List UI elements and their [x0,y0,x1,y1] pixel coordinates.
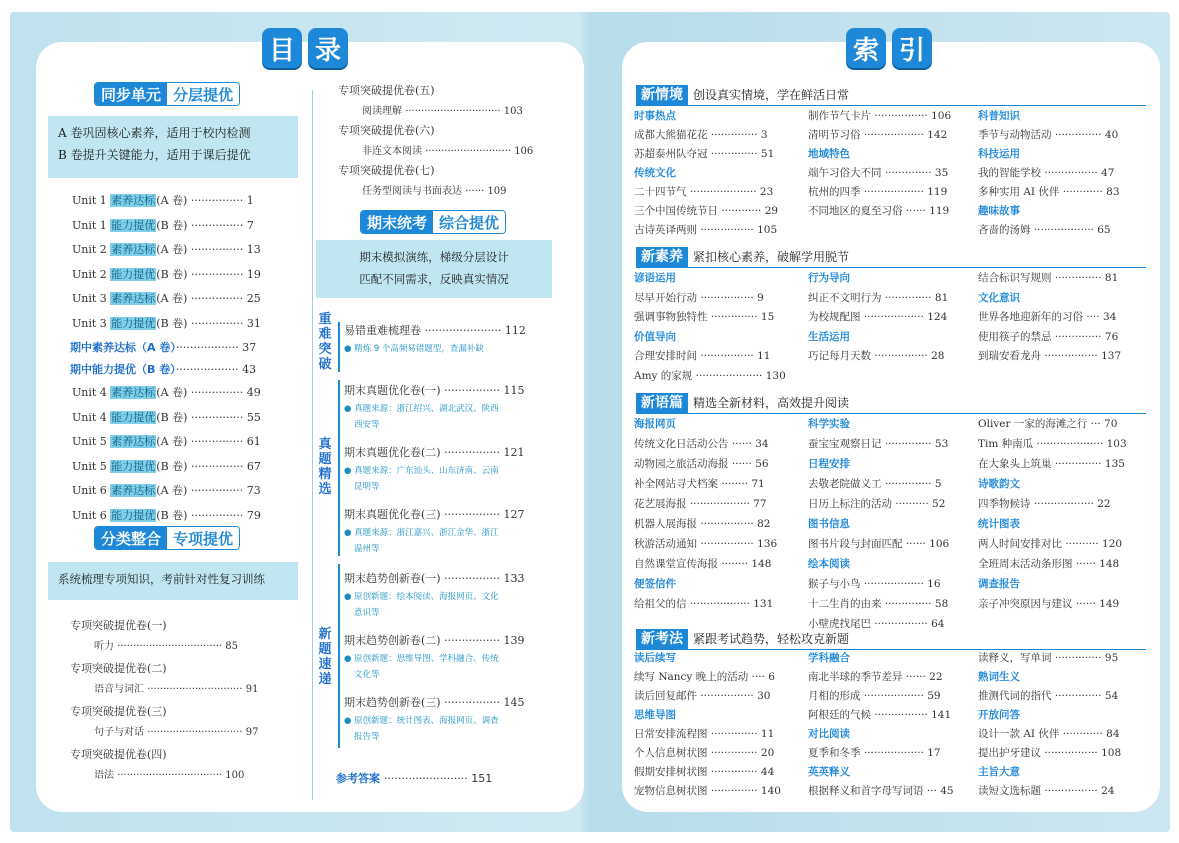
index-entry[interactable]: 图书片段与封面匹配 ······ 106 [808,538,950,550]
toc-entry[interactable] [72,433,261,449]
entry-note: 西安等 [354,420,380,430]
index-entry[interactable]: 四季物候诗 ·················· 22 [978,498,1111,510]
entry-page: ················ 145 [444,696,525,709]
entry-page: ··························· 106 [425,146,534,157]
index-entry[interactable]: 二十四节气 ···················· 23 [634,186,774,198]
entry-note: ● 原创新题：统计图表、海报网页、调查 [344,716,499,726]
section-tag: 新考法 [636,629,688,649]
entry-page: ······························ 97 [147,727,259,738]
index-entry[interactable]: 使用筷子的禁忌 ·············· 76 [978,330,1119,343]
toc-entry[interactable] [70,339,256,355]
index-category: 对比阅读 [808,728,850,740]
index-entry[interactable]: 机器人展海报 ················ 82 [634,518,771,530]
heading-char: 索 [846,28,886,68]
answers-label: 参考答案 [336,772,380,785]
toc-entry[interactable] [72,266,261,282]
unit-label: Unit 3 [72,292,107,305]
entry-page: (A 卷) ··············· 61 [156,435,261,448]
index-category: 文化意识 [978,291,1020,304]
note-line: 匹配不同需求，反映真实情况 [359,272,509,286]
index-entry[interactable]: 提出护牙建议 ················ 108 [978,747,1122,759]
level-badge: 能力提优 [111,459,156,473]
toc-subentry[interactable] [94,680,258,695]
unit-label: Unit 4 [72,410,107,424]
index-category: 诗歌韵文 [978,478,1020,490]
toc-entry[interactable]: 专项突破提优卷(七) [338,164,435,177]
entry-page: ················ 139 [444,634,525,647]
index-entry[interactable]: 读释义，写单词 ·············· 95 [978,652,1119,664]
entry-page: ················ 127 [444,508,525,521]
entry-page: ················ 115 [444,384,525,397]
level-badge: 能力提优 [111,267,156,281]
class-title-b: 专项提优 [167,527,239,549]
entry-page: (B 卷) ··············· 7 [156,218,254,232]
toc-entry[interactable] [72,290,261,306]
index-category: 开放问答 [978,709,1020,721]
index-entry[interactable]: 假期安排树状图 ·············· 44 [634,766,775,778]
unit-label: Unit 3 [72,316,107,330]
entry-title: 语音与词汇 [94,684,144,695]
level-badge: 能力提优 [111,316,156,330]
note-line: B 卷提升关键能力，适用于课后提优 [58,148,251,162]
entry-page: (B 卷) ··············· 55 [156,410,261,424]
toc-entry[interactable] [344,506,525,522]
index-entry[interactable]: 南北半球的季节差异 ······ 22 [808,671,943,683]
index-entry[interactable]: 十二生肖的由来 ·············· 58 [808,598,949,610]
index-entry[interactable]: 花艺展海报 ·················· 77 [634,498,767,510]
bracket [338,564,340,748]
level-badge: 素养达标 [111,194,156,207]
index-entry[interactable]: 在大象头上筑巢 ·············· 135 [978,458,1125,470]
section-tag: 新语篇 [636,393,688,413]
index-entry[interactable]: 两人时间安排对比 ·········· 120 [978,538,1123,550]
toc-entry[interactable] [72,217,254,233]
index-entry[interactable]: 给祖父的信 ·················· 131 [634,598,774,610]
level-badge: 素养达标 [111,243,156,256]
entry-title: 期末真题优化卷(二) [344,446,441,459]
entry-page: (B 卷) ··············· 19 [156,267,261,281]
index-heading [846,28,932,68]
toc-entry[interactable]: 专项突破提优卷(一) [70,619,167,632]
side-label-trend: 新题速递 [318,627,332,687]
index-entry[interactable]: 夏季和冬季 ·················· 17 [808,747,941,759]
answers-entry[interactable] [336,770,492,786]
bracket [338,322,340,372]
index-entry[interactable]: 巧记每月天数 ················ 28 [808,350,945,362]
entry-title: 期中能力提优（B 卷） [70,363,176,376]
index-category: 便签信件 [634,578,676,590]
index-category: 思维导图 [634,709,676,721]
index-entry[interactable]: 阿根廷的气候 ················ 141 [808,709,952,721]
unit-label: Unit 5 [72,435,107,448]
toc-subentry[interactable] [94,723,258,738]
unit-label: Unit 6 [72,484,107,497]
entry-title: 期中素养达标（A 卷） [70,341,176,354]
entry-title: 任务型阅读与书面表达 [362,186,462,197]
toc-entry[interactable] [72,241,261,257]
entry-title: 听力 [94,641,114,652]
toc-entry[interactable] [72,458,261,474]
heading-char: 引 [892,28,932,68]
contents-heading [262,28,348,68]
side-label-real: 真题精选 [318,437,332,497]
index-entry[interactable]: 补全网站寻犬档案 ········ 71 [634,478,765,490]
index-entry[interactable]: 日常安排流程图 ·············· 11 [634,728,775,740]
entry-page: ······ 109 [465,186,507,197]
note-line: 系统梳理专项知识，考前针对性复习训练 [58,572,265,586]
index-entry[interactable]: 尽早开始行动 ················ 9 [634,291,764,304]
entry-title: 易错重难梳理卷 [344,324,421,337]
note-line: A 卷巩固核心素养，适用于校内检测 [58,126,251,140]
index-entry[interactable]: 月相的形成 ·················· 59 [808,690,941,702]
index-category: 海报网页 [634,418,676,430]
entry-note: 文化等 [354,670,380,680]
entry-note: 报告等 [354,732,380,742]
index-category: 传统文化 [634,167,676,179]
index-category: 行为导向 [808,272,850,284]
unit-label: Unit 2 [72,243,107,256]
toc-entry[interactable]: 专项突破提优卷(四) [70,748,167,761]
entry-title: 语法 [94,770,114,781]
section-desc: 精选全新材料，高效提升阅读 [693,396,850,410]
index-entry[interactable]: 合理安排时间 ················ 11 [634,350,771,362]
index-entry[interactable]: 传统文化日活动公告 ······ 34 [634,438,769,450]
unit-label: Unit 4 [72,386,107,399]
toc-entry[interactable] [72,192,254,208]
sync-note [48,116,298,178]
level-badge: 素养达标 [111,386,156,399]
entry-page: (A 卷) ··············· 25 [156,292,261,305]
book-spread [10,12,1170,832]
index-entry[interactable]: 多种实用 AI 伙伴 ············ 83 [978,186,1120,198]
toc-entry[interactable] [72,507,261,523]
index-category: 统计图表 [978,518,1020,530]
index-category: 读后续写 [634,652,676,664]
entry-note: ● 真题来源：浙江嘉兴、浙江金华、浙江 [344,528,499,538]
index-category: 生活运用 [808,330,850,343]
index-entry[interactable]: 古诗英译两则 ················ 105 [634,224,778,236]
entry-page: ······················ 112 [424,324,526,337]
index-entry[interactable]: 动物园之旅活动海报 ······ 56 [634,458,769,470]
index-category: 价值导向 [634,330,676,343]
section-desc: 紧跟考试趋势，轻松攻克新题 [693,632,850,646]
index-category: 调查报告 [978,578,1020,590]
level-badge: 素养达标 [111,292,156,305]
entry-page: ······························ 91 [147,684,259,695]
entry-title: 期末真题优化卷(一) [344,384,441,397]
entry-page: ································· 85 [117,641,238,652]
index-entry[interactable]: 猴子与小鸟 ·················· 16 [808,578,941,590]
index-entry[interactable]: 吝啬的汤姆 ·················· 65 [978,224,1111,236]
toc-entry[interactable]: 专项突破提优卷(五) [338,84,435,97]
toc-subentry[interactable] [362,142,533,157]
index-entry[interactable]: 根据释义和首字母写词语 ··· 45 [808,785,954,797]
section-desc: 创设真实情境，学在鲜活日常 [693,88,850,102]
entry-title: 期末趋势创新卷(三) [344,696,441,709]
index-category: 熟词生义 [978,671,1020,683]
note-line: 期末模拟演练，梯级分层设计 [359,250,509,264]
index-entry[interactable]: 我的智能学校 ················ 47 [978,167,1115,179]
unit-label: Unit 1 [72,218,107,232]
entry-page: ································· 100 [117,770,245,781]
index-category: 谚语运用 [634,272,676,284]
toc-entry[interactable] [344,444,525,460]
index-entry[interactable]: 到瑞安看龙舟 ················ 137 [978,350,1122,362]
index-category: 科普知识 [978,110,1020,122]
entry-title: 期末真题优化卷(三) [344,508,441,521]
entry-page: (A 卷) ··············· 13 [156,243,261,256]
entry-page: (A 卷) ··············· 1 [156,194,254,207]
column-divider [312,90,313,800]
entry-note: ● 精炼 9 个高频易错题型，查漏补缺 [344,344,484,354]
index-entry[interactable]: 苏超泰州队夺冠 ·············· 51 [634,148,775,160]
bracket [338,380,340,556]
level-badge: 素养达标 [111,484,156,497]
entry-page: (B 卷) ··············· 79 [156,508,261,522]
index-category: 日程安排 [808,458,850,470]
entry-page: (A 卷) ··············· 73 [156,484,261,497]
entry-title: 句子与对话 [94,727,144,738]
toc-entry[interactable] [72,409,261,425]
section-tag: 新素养 [636,247,688,267]
level-badge: 能力提优 [111,218,156,232]
index-category: 学科融合 [808,652,850,664]
sync-section-title [94,82,240,106]
index-category: 趣味故事 [978,205,1020,217]
entry-title: 期末趋势创新卷(二) [344,634,441,647]
heading-char: 录 [308,28,348,68]
index-entry[interactable]: 不同地区的夏至习俗 ······ 119 [808,205,950,217]
class-title-a: 分类整合 [95,527,167,549]
entry-note: ● 真题来源：广东汕头、山东济南、云南 [344,466,499,476]
entry-title: 阅读理解 [362,106,402,117]
final-section-title [360,210,506,234]
index-entry[interactable]: 续写 Nancy 晚上的活动 ···· 6 [634,671,775,683]
index-entry[interactable]: 读短文选标题 ················ 24 [978,785,1115,797]
index-entry[interactable]: 读后回复邮件 ················ 30 [634,690,771,702]
index-entry[interactable]: 强调事物独特性 ·············· 15 [634,311,775,323]
answers-page: ························ 151 [383,772,493,785]
index-entry[interactable]: 宠物信息树状图 ·············· 140 [634,785,781,797]
index-entry[interactable]: 日历上标注的活动 ·········· 52 [808,498,946,510]
index-entry[interactable]: 成都大熊猫花花 ·············· 3 [634,129,768,141]
entry-page: ······························ 103 [405,106,523,117]
entry-page: ················ 133 [444,572,525,585]
toc-entry[interactable] [344,694,525,710]
level-badge: 能力提优 [111,508,156,522]
section-desc: 紧扣核心素养，破解学用脱节 [693,250,850,264]
entry-note: ● 真题来源：浙江绍兴、湖北武汉、陕西 [344,404,499,414]
index-entry[interactable]: 季节与动物活动 ·············· 40 [978,129,1119,141]
entry-note: 温州等 [354,544,380,554]
index-entry[interactable]: 个人信息树状图 ·············· 20 [634,747,775,759]
final-title-a: 期末统考 [361,211,433,233]
index-entry[interactable]: 端午习俗大不同 ·············· 35 [808,167,949,179]
index-entry[interactable]: Amy 的家规 ···················· 130 [634,369,786,382]
index-entry[interactable]: 推测代词的指代 ·············· 54 [978,690,1119,702]
heading-char: 目 [262,28,302,68]
index-section-bar [636,628,1146,650]
toc-entry[interactable] [344,322,526,338]
entry-note: 意识等 [354,608,380,618]
entry-title: 期末趋势创新卷(一) [344,572,441,585]
index-entry[interactable]: 结合标识写规则 ·············· 81 [978,272,1119,284]
unit-label: Unit 2 [72,267,107,281]
entry-page: (B 卷) ··············· 67 [156,459,261,473]
toc-entry[interactable]: 专项突破提优卷(二) [70,662,167,675]
entry-page: ·················· 37 [175,341,257,354]
entry-note: ● 原创新题：思维导图、学科融合、传统 [344,654,499,664]
toc-subentry[interactable] [362,182,507,197]
index-category: 主旨大意 [978,766,1020,778]
entry-page: (B 卷) ··············· 31 [156,316,261,330]
toc-entry[interactable] [72,384,261,400]
toc-entry[interactable] [344,632,525,648]
unit-label: Unit 5 [72,459,107,473]
final-note [316,240,552,298]
index-entry[interactable]: 世界各地迎新年的习俗 ···· 34 [978,311,1117,323]
sync-title-a: 同步单元 [95,83,167,105]
toc-entry[interactable] [344,382,525,398]
index-entry[interactable]: 秋游活动通知 ················ 136 [634,538,778,550]
index-entry[interactable]: 纠正不文明行为 ·············· 81 [808,291,949,304]
entry-page: ·················· 43 [175,363,257,376]
sync-title-b: 分层提优 [167,83,239,105]
index-category: 科技运用 [978,148,1020,160]
class-note [48,562,298,600]
index-entry[interactable]: 小壁虎找尾巴 ················ 64 [808,618,945,630]
entry-note: 昆明等 [354,482,380,492]
toc-entry[interactable] [70,361,256,377]
toc-entry[interactable] [72,482,261,498]
index-category: 英英释义 [808,766,850,778]
index-entry[interactable]: 去敬老院做义工 ·············· 5 [808,478,942,490]
index-category: 地域特色 [808,148,850,160]
index-section-bar [636,392,1146,414]
section-tag: 新情境 [636,85,688,105]
index-entry[interactable]: 为校规配图 ·················· 124 [808,311,948,323]
toc-subentry[interactable] [94,766,244,781]
entry-page: ················ 121 [444,446,525,459]
index-entry[interactable]: Tim 种南瓜 ···················· 103 [978,438,1127,450]
index-entry[interactable]: 设计一款 AI 伙伴 ············ 84 [978,728,1120,740]
index-entry[interactable]: 自然课堂宣传海报 ········ 148 [634,558,772,570]
index-entry[interactable]: 清明节习俗 ·················· 142 [808,129,948,141]
toc-entry[interactable] [72,315,261,331]
level-badge: 素养达标 [111,435,156,448]
index-entry[interactable]: 三个中国传统节日 ············ 29 [634,205,779,217]
unit-label: Unit 1 [72,194,107,207]
class-section-title [94,526,240,550]
unit-label: Unit 6 [72,508,107,522]
toc-entry[interactable]: 专项突破提优卷(六) [338,124,435,137]
index-page [622,35,1160,812]
toc-entry[interactable]: 专项突破提优卷(三) [70,705,167,718]
index-category: 图书信息 [808,518,850,530]
toc-subentry[interactable] [362,102,523,117]
entry-title: 非连文本阅读 [362,146,422,157]
index-category: 时事热点 [634,110,676,122]
index-entry[interactable]: 制作节气卡片 ················ 106 [808,110,952,122]
index-entry[interactable]: Oliver 一家的海滩之行 ··· 70 [978,418,1118,430]
index-section-bar [636,84,1146,106]
entry-note: ● 原创新题：绘本阅读、海报网页、文化 [344,592,499,602]
level-badge: 能力提优 [111,410,156,424]
toc-subentry[interactable] [94,637,238,652]
toc-entry[interactable] [344,570,525,586]
index-entry[interactable]: 全班周末活动条形图 ······ 148 [978,558,1120,570]
index-entry[interactable]: 亲子冲突原因与建议 ······ 149 [978,598,1120,610]
contents-page [36,35,584,812]
index-entry[interactable]: 杭州的四季 ·················· 119 [808,186,948,198]
index-section-bar [636,246,1146,268]
index-category: 科学实验 [808,418,850,430]
final-title-b: 综合提优 [433,211,505,233]
side-label-key: 重难突破 [318,312,332,372]
index-entry[interactable]: 蚕宝宝观察日记 ·············· 53 [808,438,949,450]
index-category: 绘本阅读 [808,558,850,570]
entry-page: (A 卷) ··············· 49 [156,386,261,399]
